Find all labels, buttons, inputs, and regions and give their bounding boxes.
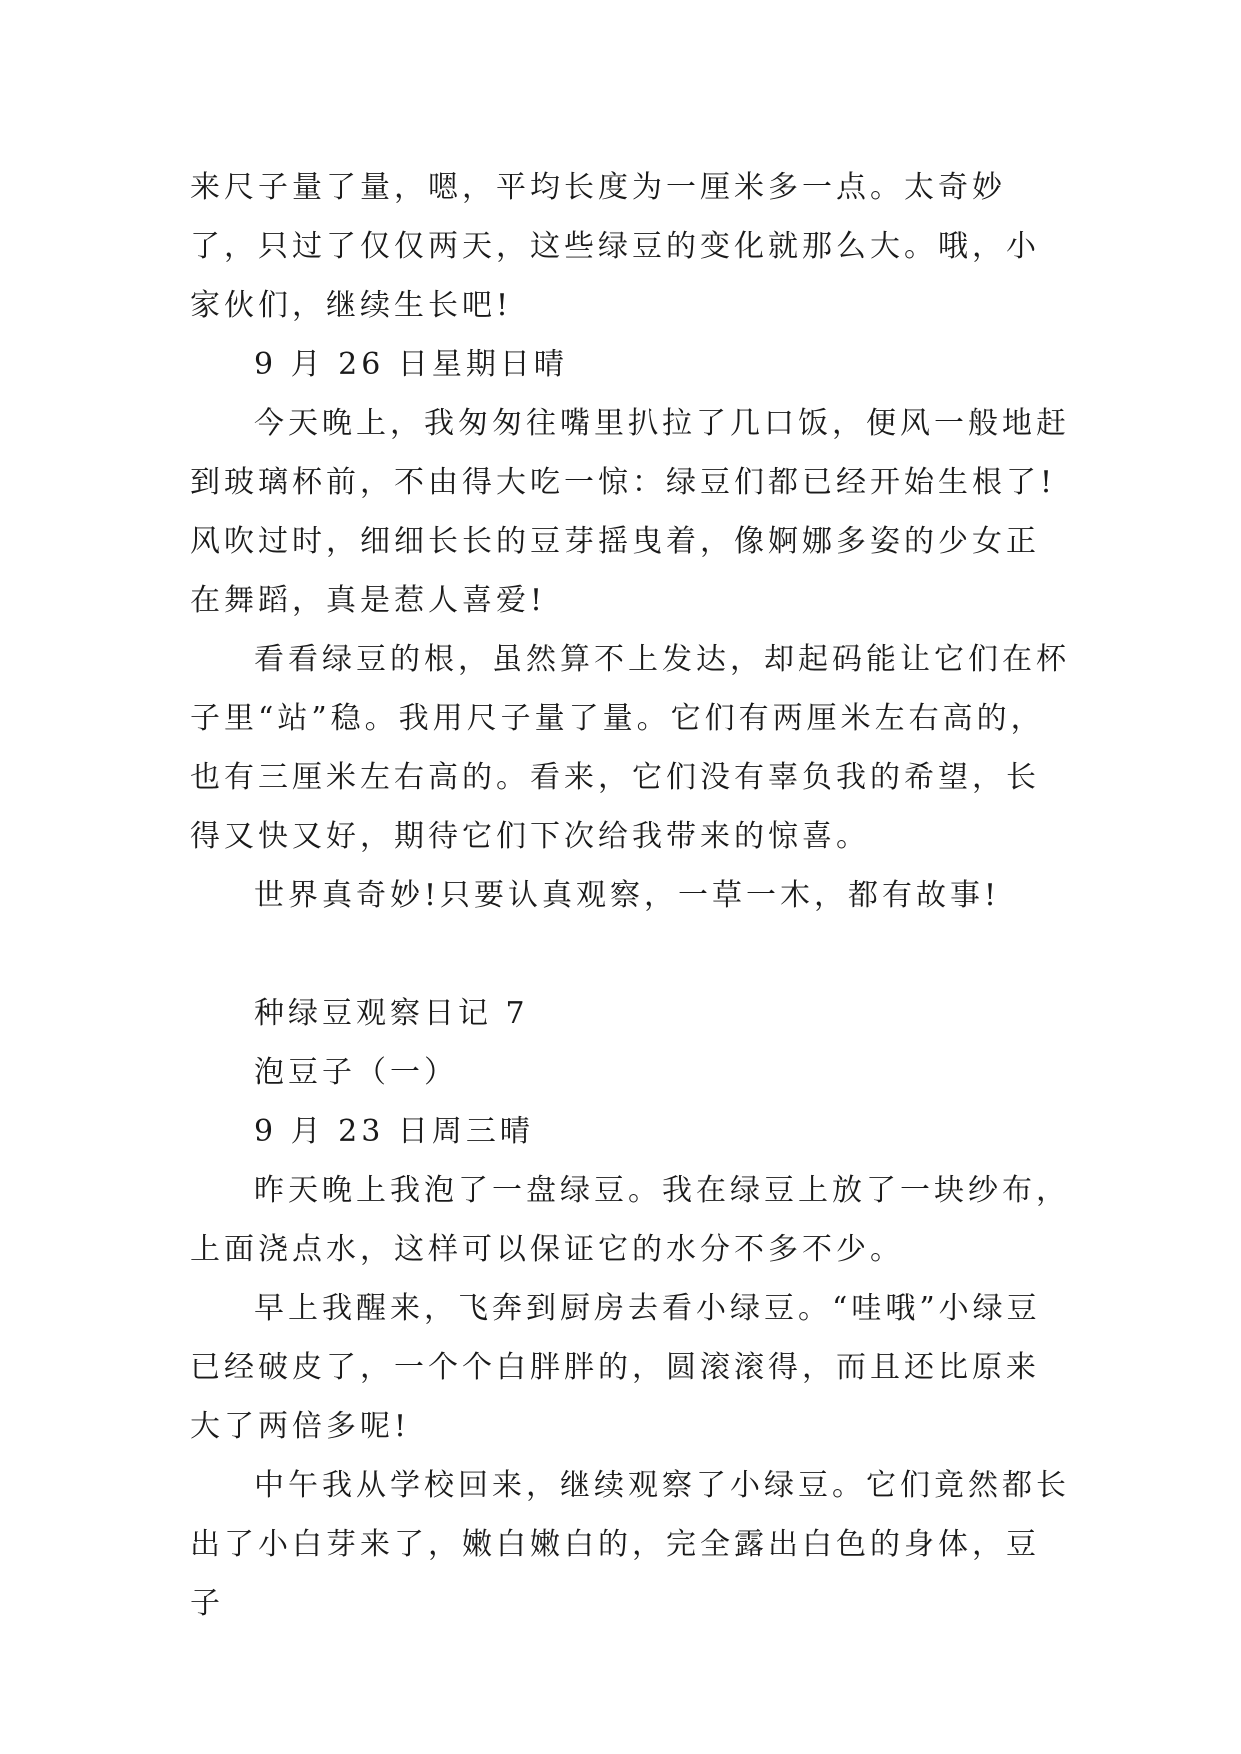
paragraph: 中午我从学校回来，继续观察了小绿豆。它们竟然都长出了小白芽来了，嫩白嫩白的，完全露出白色的身体，豆子 bbox=[190, 1468, 1070, 1621]
section-title: 种绿豆观察日记 7 bbox=[254, 996, 529, 1031]
paragraph: 来尺子量了量，嗯，平均长度为一厘米多一点。太奇妙了，只过了仅仅两天，这些绿豆的变化就那么大。哦，小家伙们，继续生长吧! bbox=[190, 170, 1040, 323]
diary-date: 9 月 23 日周三晴 bbox=[254, 1114, 534, 1149]
section-gap bbox=[190, 925, 1070, 984]
paragraph: 今天晚上，我匆匆往嘴里扒拉了几口饭，便风一般地赶到玻璃杯前，不由得大吃一惊：绿豆们都已经开始生根了!风吹过时，细细长长的豆芽摇曳着，像婀娜多姿的少女正在舞蹈，真是惹人喜爱! bbox=[190, 406, 1070, 618]
subsection-title: 泡豆子（一） bbox=[254, 1055, 458, 1090]
diary-date: 9 月 26 日星期日晴 bbox=[254, 347, 568, 382]
paragraph: 世界真奇妙!只要认真观察，一草一木，都有故事! bbox=[254, 878, 1001, 913]
paragraph: 昨天晚上我泡了一盘绿豆。我在绿豆上放了一块纱布，上面浇点水，这样可以保证它的水分不多不少。 bbox=[190, 1173, 1070, 1267]
document-body bbox=[190, 158, 1070, 1633]
paragraph: 看看绿豆的根，虽然算不上发达，却起码能让它们在杯子里“站”稳。我用尺子量了量。它们有两厘米左右高的，也有三厘米左右高的。看来，它们没有辜负我的希望，长得又快又好，期待它们下次给我带来的惊喜。 bbox=[190, 642, 1070, 854]
paragraph: 早上我醒来，飞奔到厨房去看小绿豆。“哇哦”小绿豆已经破皮了，一个个白胖胖的，圆滚滚得，而且还比原来大了两倍多呢! bbox=[190, 1291, 1041, 1444]
